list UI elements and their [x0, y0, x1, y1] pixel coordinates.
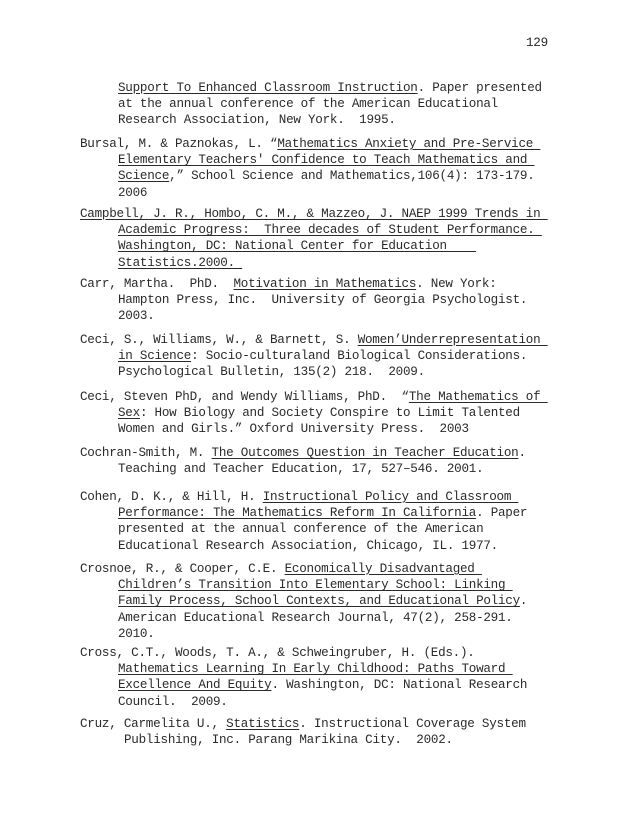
reference-text: . New York:: [416, 277, 497, 291]
underlined-title: Statistics: [226, 717, 300, 731]
reference-entry: [80, 489, 570, 554]
reference-line: [80, 661, 570, 677]
underlined-title: Academic Progress: Three decades of Student Performance.: [118, 223, 542, 238]
reference-line: [80, 80, 570, 96]
reference-line: [80, 389, 570, 405]
reference-line: [80, 694, 570, 710]
underlined-title: Performance: The Mathematics Reform In California: [118, 506, 477, 521]
reference-line: [80, 405, 570, 421]
reference-text: Research Association, New York. 1995.: [118, 113, 396, 128]
reference-entry: [80, 716, 570, 748]
reference-line: [80, 445, 570, 461]
reference-entry: [80, 136, 570, 201]
underlined-title: Women’Underrepresentation: [357, 333, 548, 347]
underlined-title: Mathematics Learning In Early Childhood: Paths Toward: [118, 662, 513, 677]
reference-line: [80, 112, 570, 128]
reference-line: [80, 364, 570, 380]
reference-text: . Paper: [476, 506, 528, 521]
reference-line: [80, 505, 570, 521]
reference-text: 2006: [118, 185, 148, 200]
reference-line: [80, 222, 570, 238]
reference-text: : Socio-culturaland Biological Considerations.: [191, 349, 528, 364]
reference-text: .: [519, 594, 528, 609]
reference-text: Psychological Bulletin, 135(2) 218. 2009.: [118, 365, 425, 380]
reference-line: [80, 538, 570, 554]
reference-line: [80, 716, 570, 732]
reference-text: Crosnoe, R., & Cooper, C.E.: [80, 562, 285, 576]
underlined-title: Instructional Policy and Classroom: [262, 490, 519, 504]
reference-text: Educational Research Association, Chicago, IL. 1977.: [118, 538, 498, 553]
underlined-title: Campbell, J. R., Hombo, C. M., & Mazzeo, J. NAEP 1999 Trends in: [80, 207, 548, 221]
reference-text: at the annual conference of the American Educational: [118, 97, 498, 112]
reference-line: [80, 168, 570, 184]
reference-text: . Washington, DC: National Research: [271, 678, 528, 693]
reference-text: . Paper presented: [417, 81, 542, 95]
underlined-title: The Outcomes Question in Teacher Education: [211, 446, 519, 460]
reference-text: Council. 2009.: [118, 694, 228, 709]
reference-line: [80, 677, 570, 693]
reference-text: Teaching and Teacher Education, 17, 527–546. 2001.: [118, 462, 484, 477]
reference-line: [80, 626, 570, 642]
page-number: 129: [526, 36, 548, 50]
reference-text: presented at the annual conference of the American: [118, 522, 484, 537]
underlined-title: Sex: [118, 406, 140, 421]
reference-line: [80, 593, 570, 609]
reference-text: Ceci, S., Williams, W., & Barnett, S.: [80, 333, 358, 347]
reference-text: Cruz, Carmelita U.,: [80, 717, 227, 731]
reference-text: 2010.: [118, 626, 155, 641]
reference-text: .: [518, 446, 526, 460]
reference-line: [80, 610, 570, 626]
reference-text: Cross, C.T., Woods, T. A., & Schweingruber, H. (Eds.).: [80, 646, 475, 660]
underlined-title: Excellence And Equity: [118, 678, 272, 693]
reference-line: [80, 255, 570, 271]
reference-entry: [80, 332, 570, 381]
underlined-title: The Mathematics of: [408, 390, 548, 404]
reference-line: [80, 308, 570, 324]
reference-line: [80, 645, 570, 661]
underlined-title: Family Process, School Contexts, and Educational Policy: [118, 594, 520, 609]
reference-text: Women and Girls.” Oxford University Press. 2003: [118, 422, 469, 437]
reference-line: [80, 421, 570, 437]
reference-line: [80, 206, 570, 222]
reference-text: Bursal, M. & Paznokas, L. “: [80, 137, 278, 151]
reference-line: [80, 292, 570, 308]
underlined-title: Science: [118, 169, 170, 184]
underlined-title: Support To Enhanced Classroom Instruction: [118, 81, 418, 95]
reference-text: Hampton Press, Inc. University of Georgia Psychologist.: [118, 293, 528, 308]
reference-line: [80, 577, 570, 593]
underlined-title: Statistics.2000.: [118, 255, 243, 270]
reference-text: : How Biology and Society Conspire to Limit Talented: [139, 406, 520, 421]
reference-entry: [80, 80, 570, 129]
reference-text: Ceci, Steven PhD, and Wendy Williams, PhD. “: [80, 390, 409, 404]
reference-text: 2003.: [118, 309, 155, 324]
reference-text: American Educational Research Journal, 47(2), 258-291.: [118, 610, 513, 625]
underlined-title: Washington, DC: National Center for Education: [118, 239, 477, 254]
reference-text: Cohen, D. K., & Hill, H.: [80, 490, 263, 504]
reference-text: Carr, Martha. PhD.: [80, 277, 234, 291]
reference-line: [80, 276, 570, 292]
reference-text: Publishing, Inc. Parang Marikina City. 2002.: [124, 733, 453, 748]
reference-line: [80, 732, 570, 748]
reference-line: [80, 185, 570, 201]
underlined-title: Motivation in Mathematics: [233, 277, 417, 291]
reference-line: [80, 96, 570, 112]
reference-entry: [80, 276, 570, 325]
reference-line: [80, 461, 570, 477]
reference-line: [80, 136, 570, 152]
reference-line: [80, 521, 570, 537]
reference-line: [80, 238, 570, 254]
reference-entry: [80, 445, 570, 477]
reference-line: [80, 152, 570, 168]
reference-text: . Instructional Coverage System: [299, 717, 526, 731]
underlined-title: Elementary Teachers' Confidence to Teach Mathematics and: [118, 153, 535, 168]
reference-line: [80, 348, 570, 364]
reference-line: [80, 489, 570, 505]
reference-line: [80, 561, 570, 577]
reference-text: Cochran-Smith, M.: [80, 446, 212, 460]
reference-entry: [80, 389, 570, 438]
underlined-title: Economically Disadvantaged: [284, 562, 482, 576]
underlined-title: Children’s Transition Into Elementary School: Linking: [118, 578, 513, 593]
underlined-title: in Science: [118, 349, 192, 364]
reference-entry: [80, 561, 570, 642]
underlined-title: Mathematics Anxiety and Pre-Service: [277, 137, 541, 151]
reference-line: [80, 332, 570, 348]
reference-entry: [80, 645, 570, 710]
reference-entry: [80, 206, 570, 271]
reference-text: ,” School Science and Mathematics,106(4): 173-179.: [169, 169, 535, 184]
